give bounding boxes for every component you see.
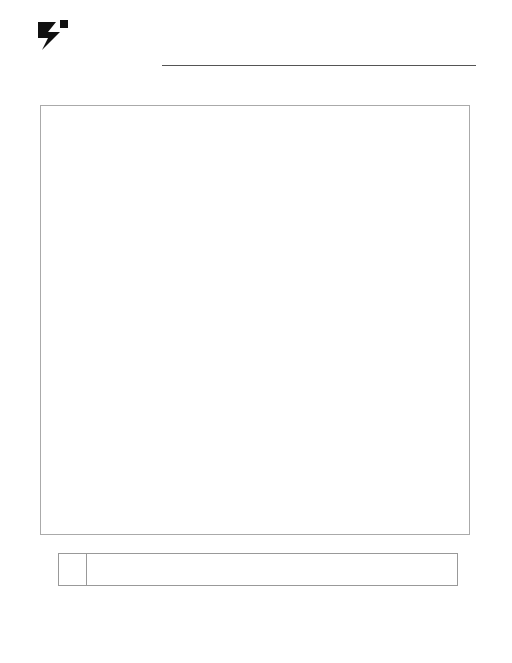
header-rule (162, 65, 476, 66)
letterhead (0, 0, 512, 80)
legend-key (58, 553, 458, 586)
key-label (59, 554, 87, 585)
scoe-logo-icon (36, 18, 70, 52)
calendar-grid (40, 105, 470, 535)
